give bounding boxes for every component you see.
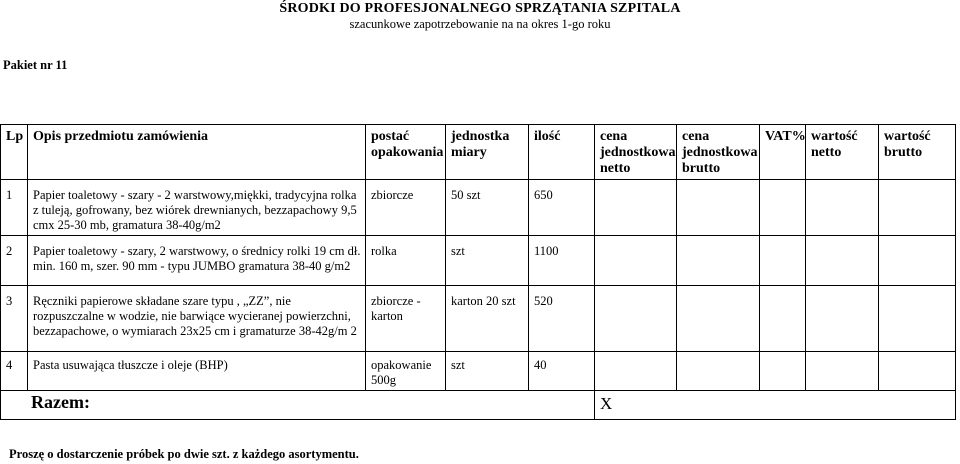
- cell-cena-netto: [595, 286, 677, 352]
- cell-ilosc: 1100: [529, 236, 595, 286]
- header-lp: Lp: [1, 125, 28, 180]
- header-cena-brutto: cena jednostkowa brutto: [677, 125, 760, 180]
- table-row: [1, 352, 956, 391]
- document-title: ŚRODKI DO PROFESJONALNEGO SPRZĄTANIA SZPITALA: [279, 1, 681, 16]
- cell-cena-netto: [595, 180, 677, 236]
- cell-opis: Pasta usuwająca tłuszcze i oleje (BHP): [28, 352, 366, 391]
- cell-opis: Ręczniki papierowe składane szare typu , „ZZ”, nie rozpuszczalne w wodzie, nie barwiące wycieranej powierzchni, bezzapachowe, o wymiarach 23x25 cm i gramaturze 38-42g/m 2: [28, 286, 366, 352]
- cell-wartosc-netto: [806, 180, 879, 236]
- cell-postac: zbiorcze: [366, 180, 446, 236]
- cell-wartosc-brutto: [879, 352, 956, 391]
- cell-wartosc-brutto: [879, 286, 956, 352]
- header-opis: Opis przedmiotu zamówienia: [28, 125, 366, 180]
- summary-row: [1, 391, 956, 420]
- header-wartosc-brutto: wartość brutto: [879, 125, 956, 180]
- cell-postac: rolka: [366, 236, 446, 286]
- cell-ilosc: 40: [529, 352, 595, 391]
- order-table: [0, 124, 956, 420]
- cell-ilosc: 650: [529, 180, 595, 236]
- summary-label: Razem:: [1, 391, 595, 420]
- table-row: [1, 180, 956, 236]
- cell-vat: [760, 352, 806, 391]
- cell-cena-netto: [595, 352, 677, 391]
- cell-ilosc: 520: [529, 286, 595, 352]
- cell-lp: 2: [1, 236, 28, 286]
- cell-lp: 4: [1, 352, 28, 391]
- cell-wartosc-netto: [806, 352, 879, 391]
- cell-cena-brutto: [677, 236, 760, 286]
- cell-opis: Papier toaletowy - szary, 2 warstwowy, o średnicy rolki 19 cm dł. min. 160 m, szer. 90 mm - typu JUMBO gramatura 38-40 g/m2: [28, 236, 366, 286]
- header-postac: postać opakowania: [366, 125, 446, 180]
- cell-jednostka: karton 20 szt: [446, 286, 529, 352]
- cell-vat: [760, 286, 806, 352]
- samples-note: Proszę o dostarczenie próbek po dwie szt. z każdego asortymentu.: [9, 447, 359, 461]
- cell-cena-brutto: [677, 352, 760, 391]
- package-number: Pakiet nr 11: [3, 58, 68, 72]
- cell-lp: 3: [1, 286, 28, 352]
- header-row: [1, 125, 956, 180]
- cell-jednostka: 50 szt: [446, 180, 529, 236]
- cell-wartosc-netto: [806, 236, 879, 286]
- cell-wartosc-brutto: [879, 180, 956, 236]
- cell-vat: [760, 180, 806, 236]
- document-subtitle: szacunkowe zapotrzebowanie na na okres 1-go roku: [349, 17, 611, 31]
- header-ilosc: ilość: [529, 125, 595, 180]
- header-jednostka: jednostka miary: [446, 125, 529, 180]
- cell-jednostka: szt: [446, 236, 529, 286]
- header-cena-netto: cena jednostkowa netto: [595, 125, 677, 180]
- cell-cena-brutto: [677, 286, 760, 352]
- header-wartosc-netto: wartość netto: [806, 125, 879, 180]
- cell-cena-netto: [595, 236, 677, 286]
- cell-wartosc-brutto: [879, 236, 956, 286]
- cell-lp: 1: [1, 180, 28, 236]
- table-row: [1, 286, 956, 352]
- cell-vat: [760, 236, 806, 286]
- cell-opis: Papier toaletowy - szary - 2 warstwowy,miękki, tradycyjna rolka z tuleją, gofrowany, bez wiórek drewnianych, bezzapachowy 9,5 cmx 25-30 mb, gramatura 38-40g/m2: [28, 180, 366, 236]
- table-row: [1, 236, 956, 286]
- cell-wartosc-netto: [806, 286, 879, 352]
- cell-postac: zbiorcze - karton: [366, 286, 446, 352]
- summary-mark: X: [595, 391, 956, 420]
- cell-cena-brutto: [677, 180, 760, 236]
- header-vat: VAT%: [760, 125, 806, 180]
- cell-postac: opakowanie 500g: [366, 352, 446, 391]
- cell-jednostka: szt: [446, 352, 529, 391]
